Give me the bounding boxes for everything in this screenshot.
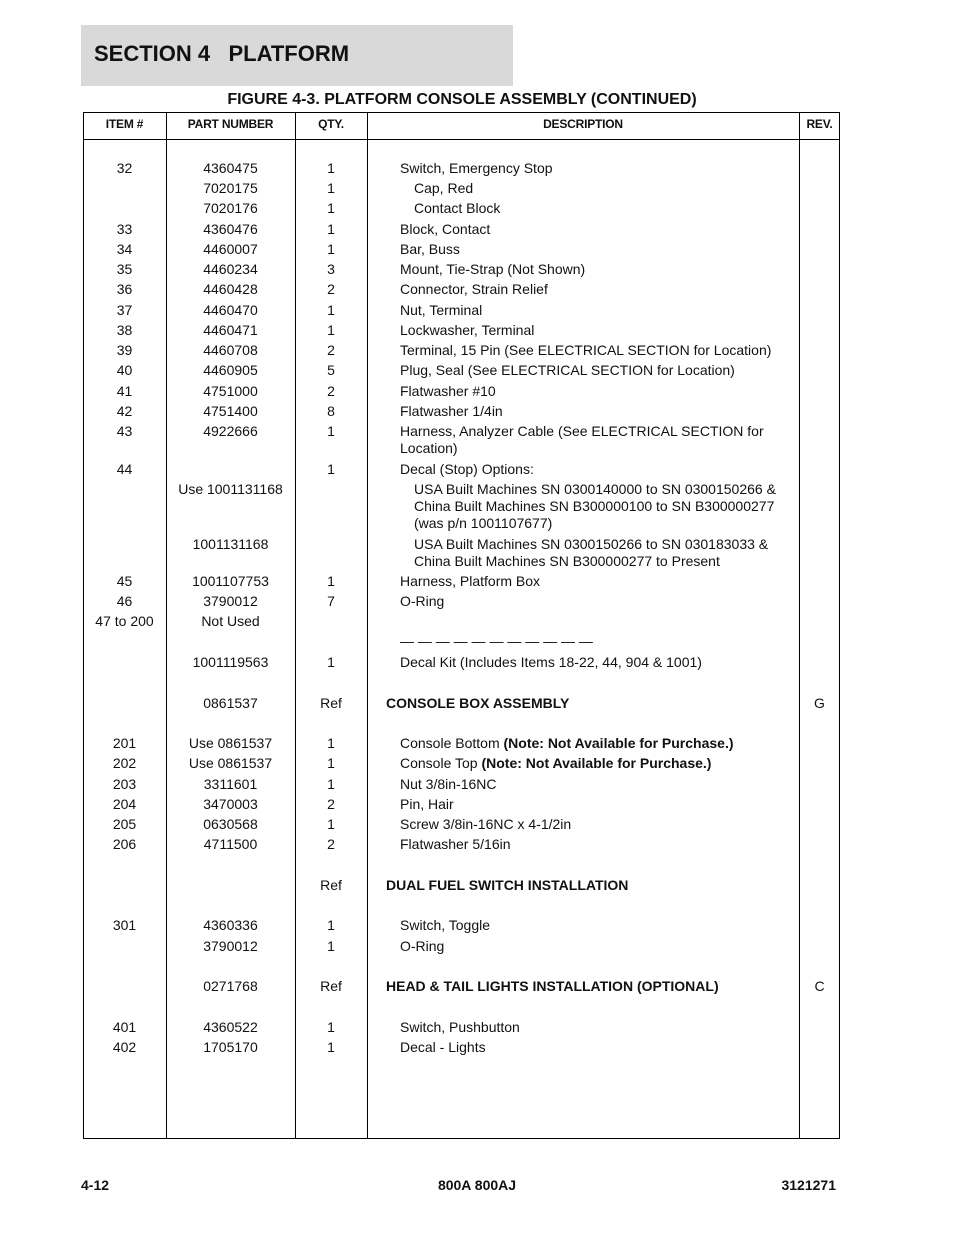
quantity: 1 <box>327 322 335 338</box>
part-number: 3790012 <box>203 593 258 609</box>
part-number: 1001131168 <box>192 536 269 552</box>
item-number: 33 <box>116 221 133 237</box>
item-number: 46 <box>116 593 133 609</box>
part-number: 0630568 <box>203 816 258 832</box>
description: O-Ring <box>400 938 445 954</box>
part-number: 7020176 <box>203 200 258 216</box>
description-text: Console Bottom <box>400 735 504 751</box>
item-number: 45 <box>116 573 133 589</box>
description: Harness, Platform Box <box>400 573 541 589</box>
quantity: 1 <box>327 1019 335 1035</box>
quantity: 1 <box>327 221 335 237</box>
quantity: Ref <box>320 695 342 711</box>
quantity: Ref <box>320 877 342 893</box>
description: Harness, Analyzer Cable (See ELECTRICAL SECTION for Location) <box>400 423 764 456</box>
model-name: 800A 800AJ <box>437 1177 517 1193</box>
item-number: 43 <box>116 423 133 439</box>
item-number: 32 <box>116 160 133 176</box>
quantity: Ref <box>320 978 342 994</box>
quantity: 1 <box>327 938 335 954</box>
assembly-heading: HEAD & TAIL LIGHTS INSTALLATION (OPTIONAL) <box>386 978 719 994</box>
item-number: 44 <box>116 461 133 477</box>
description <box>400 735 820 752</box>
description: Mount, Tie-Strap (Not Shown) <box>400 261 586 277</box>
description: Terminal, 15 Pin (See ELECTRICAL SECTION for Location) <box>400 342 772 358</box>
header-qty: QTY. <box>318 117 344 131</box>
section-title: SECTION 4 PLATFORM <box>94 41 350 66</box>
quantity: 1 <box>327 573 335 589</box>
item-number: 202 <box>112 755 137 771</box>
description: Block, Contact <box>400 221 491 237</box>
description: Switch, Pushbutton <box>400 1019 520 1035</box>
quantity: 1 <box>327 461 335 477</box>
assembly-heading: CONSOLE BOX ASSEMBLY <box>386 695 570 711</box>
part-number: 3790012 <box>203 938 258 954</box>
item-number: 42 <box>116 403 133 419</box>
description: USA Built Machines SN 0300140000 to SN 0300150266 & China Built Machines SN B300000100 to SN B300000277 (was p/n 1001107677) <box>414 481 776 531</box>
revision: C <box>814 978 825 994</box>
quantity: 1 <box>327 917 335 933</box>
description <box>400 755 820 772</box>
item-number: 201 <box>112 735 137 751</box>
description: Pin, Hair <box>400 796 454 812</box>
part-number: 0271768 <box>203 978 258 994</box>
part-number: Not Used <box>201 613 260 629</box>
item-number: 205 <box>112 816 137 832</box>
part-number: 4751000 <box>203 383 258 399</box>
part-number: 4360476 <box>203 221 258 237</box>
item-number: 203 <box>112 776 137 792</box>
part-number: 4460708 <box>203 342 258 358</box>
quantity: 1 <box>327 816 335 832</box>
part-number: 0861537 <box>203 695 258 711</box>
header-description: DESCRIPTION <box>543 117 623 131</box>
description: Decal - Lights <box>400 1039 486 1055</box>
description: Switch, Toggle <box>400 917 491 933</box>
description: USA Built Machines SN 0300150266 to SN 030183033 & China Built Machines SN B300000277 to Present <box>414 536 769 569</box>
quantity: 2 <box>327 383 335 399</box>
part-number: 4460234 <box>203 261 258 277</box>
purchase-note: (Note: Not Available for Purchase.) <box>503 735 734 751</box>
part-number: 4460428 <box>203 281 258 297</box>
quantity: 1 <box>327 180 335 196</box>
part-number: 4460007 <box>203 241 258 257</box>
part-number: 1001119563 <box>192 654 269 670</box>
part-number: Use 0861537 <box>188 755 273 771</box>
quantity: 1 <box>327 755 335 771</box>
header-item: ITEM # <box>105 117 144 131</box>
quantity: 1 <box>327 735 335 751</box>
description: Connector, Strain Relief <box>400 281 548 297</box>
quantity: 1 <box>327 1039 335 1055</box>
description: Flatwasher #10 <box>400 383 496 399</box>
quantity: 1 <box>327 302 335 318</box>
part-number: 4360336 <box>203 917 258 933</box>
description: Decal Kit (Includes Items 18-22, 44, 904 & 1001) <box>400 654 702 670</box>
description: Contact Block <box>414 200 501 216</box>
quantity: 1 <box>327 160 335 176</box>
part-number: 4460471 <box>203 322 258 338</box>
quantity: 2 <box>327 836 335 852</box>
column-divider <box>367 112 368 1139</box>
item-number: 206 <box>112 836 137 852</box>
part-number: 4460905 <box>203 362 258 378</box>
item-number: 36 <box>116 281 133 297</box>
description-text: Console Top <box>400 755 482 771</box>
part-number: 4922666 <box>203 423 258 439</box>
quantity: 5 <box>327 362 335 378</box>
quantity: 2 <box>327 281 335 297</box>
part-number: 4711500 <box>203 836 258 852</box>
description: Nut, Terminal <box>400 302 483 318</box>
part-number: 1705170 <box>203 1039 258 1055</box>
description: Lockwasher, Terminal <box>400 322 535 338</box>
part-number: 3311601 <box>203 776 258 792</box>
description: Nut 3/8in-16NC <box>400 776 497 792</box>
part-number: Use 0861537 <box>188 735 273 751</box>
document-number: 3121271 <box>781 1177 836 1193</box>
description: Switch, Emergency Stop <box>400 160 553 176</box>
description: Flatwasher 5/16in <box>400 836 511 852</box>
item-number: 40 <box>116 362 133 378</box>
quantity: 1 <box>327 654 335 670</box>
purchase-note: (Note: Not Available for Purchase.) <box>481 755 712 771</box>
quantity: 1 <box>327 200 335 216</box>
header-rev: REV. <box>806 117 833 131</box>
item-number: 402 <box>112 1039 137 1055</box>
header-divider <box>83 139 840 140</box>
description: Cap, Red <box>414 180 474 196</box>
part-number: 1001107753 <box>192 573 269 589</box>
assembly-heading: DUAL FUEL SWITCH INSTALLATION <box>386 877 629 893</box>
part-number: 7020175 <box>203 180 258 196</box>
quantity: 8 <box>327 403 335 419</box>
item-number: 401 <box>112 1019 137 1035</box>
description: O-Ring <box>400 593 445 609</box>
item-number: 204 <box>112 796 137 812</box>
item-number: 34 <box>116 241 133 257</box>
item-number: 35 <box>116 261 133 277</box>
description: Flatwasher 1/4in <box>400 403 503 419</box>
quantity: 1 <box>327 776 335 792</box>
description: Screw 3/8in-16NC x 4-1/2in <box>400 816 572 832</box>
part-number: 4460470 <box>203 302 258 318</box>
part-number: 3470003 <box>203 796 258 812</box>
revision: G <box>814 695 825 711</box>
figure-title: FIGURE 4-3. PLATFORM CONSOLE ASSEMBLY (CONTINUED) <box>227 91 697 108</box>
part-number: 4360475 <box>203 160 258 176</box>
quantity: 3 <box>327 261 335 277</box>
item-number: 39 <box>116 342 133 358</box>
part-number: 4360522 <box>203 1019 258 1035</box>
quantity: 7 <box>327 593 335 609</box>
description: Decal (Stop) Options: <box>400 461 534 477</box>
quantity: 2 <box>327 796 335 812</box>
item-number: 47 to 200 <box>95 613 154 629</box>
part-number: Use 1001131168 <box>178 481 283 497</box>
header-part-number: PART NUMBER <box>187 117 274 131</box>
quantity: 1 <box>327 423 335 439</box>
description: Bar, Buss <box>400 241 460 257</box>
quantity: 1 <box>327 241 335 257</box>
part-number: 4751400 <box>203 403 258 419</box>
item-number: 301 <box>112 917 137 933</box>
description: Plug, Seal (See ELECTRICAL SECTION for Location) <box>400 362 735 378</box>
item-number: 37 <box>116 302 133 318</box>
page-number: 4-12 <box>81 1177 110 1193</box>
quantity: 2 <box>327 342 335 358</box>
item-number: 41 <box>116 383 133 399</box>
separator-dashes: — — — — — — — — — — — <box>400 633 593 649</box>
item-number: 38 <box>116 322 133 338</box>
